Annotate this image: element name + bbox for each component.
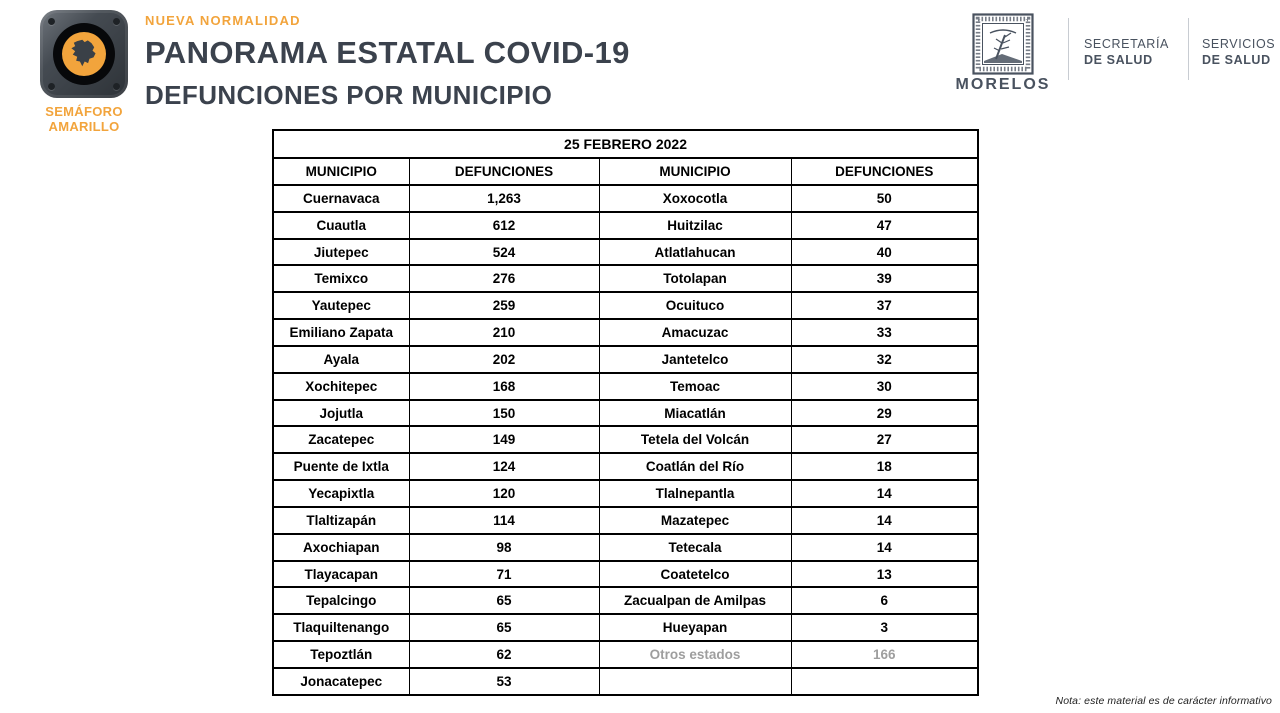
- municipio-cell: Otros estados: [599, 641, 791, 668]
- col-header-municipio-right: MUNICIPIO: [599, 158, 791, 185]
- municipio-cell: Amacuzac: [599, 319, 791, 346]
- screw-icon: [48, 18, 55, 25]
- municipio-cell: Axochiapan: [273, 534, 409, 561]
- page-subtitle: DEFUNCIONES POR MUNICIPIO: [145, 80, 553, 110]
- municipio-cell: Hueyapan: [599, 614, 791, 641]
- servicios-line2: DE SALUD: [1202, 53, 1271, 67]
- municipio-cell: Ocuituco: [599, 292, 791, 319]
- amber-light: [62, 32, 106, 76]
- municipio-cell: [599, 668, 791, 695]
- defunciones-cell: 30: [791, 373, 978, 400]
- divider: [1188, 18, 1189, 80]
- servicios-line1: SERVICIOS: [1202, 37, 1276, 51]
- defunciones-cell: 37: [791, 292, 978, 319]
- footer-note: Nota: este material es de carácter informativo: [1055, 695, 1272, 707]
- municipio-cell: Miacatlán: [599, 400, 791, 427]
- semaforo-caption-line2: AMARILLO: [48, 119, 120, 134]
- semaforo-badge: [38, 10, 130, 134]
- screw-icon: [48, 83, 55, 90]
- semaforo-amarillo-icon: [40, 10, 128, 98]
- table-row: [273, 319, 978, 346]
- defunciones-cell: 124: [409, 453, 599, 480]
- municipio-cell: Tepalcingo: [273, 587, 409, 614]
- table-row: [273, 426, 978, 453]
- defunciones-cell: 29: [791, 400, 978, 427]
- defunciones-cell: 14: [791, 507, 978, 534]
- defunciones-cell: 40: [791, 239, 978, 266]
- semaforo-caption: [38, 104, 130, 134]
- defunciones-cell: [791, 668, 978, 695]
- municipio-cell: Atlatlahucan: [599, 239, 791, 266]
- screw-icon: [113, 83, 120, 90]
- defunciones-cell: 149: [409, 426, 599, 453]
- defunciones-cell: 166: [791, 641, 978, 668]
- municipio-cell: Puente de Ixtla: [273, 453, 409, 480]
- municipio-cell: Cuernavaca: [273, 185, 409, 212]
- municipio-cell: Yecapixtla: [273, 480, 409, 507]
- municipio-cell: Yautepec: [273, 292, 409, 319]
- municipio-cell: Totolapan: [599, 265, 791, 292]
- municipio-cell: Temixco: [273, 265, 409, 292]
- defunciones-cell: 6: [791, 587, 978, 614]
- deaths-table: [272, 129, 979, 696]
- morelos-silhouette-icon: [67, 37, 101, 71]
- municipio-cell: Jiutepec: [273, 239, 409, 266]
- defunciones-cell: 612: [409, 212, 599, 239]
- municipio-cell: Jantetelco: [599, 346, 791, 373]
- defunciones-cell: 13: [791, 561, 978, 588]
- municipio-cell: Jojutla: [273, 400, 409, 427]
- deaths-table-body: [273, 185, 978, 695]
- defunciones-cell: 168: [409, 373, 599, 400]
- municipio-cell: Tlayacapan: [273, 561, 409, 588]
- table-row: [273, 400, 978, 427]
- municipio-cell: Jonacatepec: [273, 668, 409, 695]
- defunciones-cell: 98: [409, 534, 599, 561]
- defunciones-cell: 120: [409, 480, 599, 507]
- logo-strip: [950, 0, 1280, 100]
- table-row: [273, 507, 978, 534]
- defunciones-cell: 18: [791, 453, 978, 480]
- defunciones-cell: 114: [409, 507, 599, 534]
- defunciones-cell: 71: [409, 561, 599, 588]
- defunciones-cell: 32: [791, 346, 978, 373]
- table-row: [273, 561, 978, 588]
- defunciones-cell: 259: [409, 292, 599, 319]
- municipio-cell: Coatlán del Río: [599, 453, 791, 480]
- municipio-cell: Tlalnepantla: [599, 480, 791, 507]
- servicios-de-salud-logo: [1202, 36, 1275, 68]
- secretaria-line2: DE SALUD: [1084, 53, 1153, 67]
- municipio-cell: Cuautla: [273, 212, 409, 239]
- deaths-table-wrap: [272, 129, 979, 696]
- table-row: [273, 346, 978, 373]
- defunciones-cell: 150: [409, 400, 599, 427]
- defunciones-cell: 3: [791, 614, 978, 641]
- municipio-cell: Zacatepec: [273, 426, 409, 453]
- column-header-row: [273, 158, 978, 185]
- eyebrow-label: NUEVA NORMALIDAD: [145, 13, 301, 28]
- table-row: [273, 587, 978, 614]
- defunciones-cell: 1,263: [409, 185, 599, 212]
- municipio-cell: Temoac: [599, 373, 791, 400]
- defunciones-cell: 524: [409, 239, 599, 266]
- table-row: [273, 292, 978, 319]
- municipio-cell: Tetela del Volcán: [599, 426, 791, 453]
- col-header-defunciones-right: DEFUNCIONES: [791, 158, 978, 185]
- table-row: [273, 668, 978, 695]
- table-date: 25 FEBRERO 2022: [273, 130, 978, 158]
- municipio-cell: Tetecala: [599, 534, 791, 561]
- col-header-municipio-left: MUNICIPIO: [273, 158, 409, 185]
- semaforo-caption-line1: SEMÁFORO: [45, 104, 123, 119]
- defunciones-cell: 33: [791, 319, 978, 346]
- defunciones-cell: 65: [409, 587, 599, 614]
- defunciones-cell: 202: [409, 346, 599, 373]
- municipio-cell: Xoxocotla: [599, 185, 791, 212]
- defunciones-cell: 65: [409, 614, 599, 641]
- municipio-cell: Xochitepec: [273, 373, 409, 400]
- municipio-cell: Zacualpan de Amilpas: [599, 587, 791, 614]
- defunciones-cell: 62: [409, 641, 599, 668]
- table-row: [273, 480, 978, 507]
- table-row: [273, 185, 978, 212]
- municipio-cell: Ayala: [273, 346, 409, 373]
- secretaria-line1: SECRETARÍA: [1084, 37, 1169, 51]
- municipio-cell: Tlaltizapán: [273, 507, 409, 534]
- table-row: [273, 239, 978, 266]
- divider: [1068, 18, 1069, 80]
- defunciones-cell: 47: [791, 212, 978, 239]
- table-row: [273, 614, 978, 641]
- municipio-cell: Mazatepec: [599, 507, 791, 534]
- municipio-cell: Coatetelco: [599, 561, 791, 588]
- table-row: [273, 641, 978, 668]
- table-row: [273, 534, 978, 561]
- defunciones-cell: 53: [409, 668, 599, 695]
- col-header-defunciones-left: DEFUNCIONES: [409, 158, 599, 185]
- morelos-label: MORELOS: [955, 76, 1051, 93]
- table-row: [273, 453, 978, 480]
- municipio-cell: Tepoztlán: [273, 641, 409, 668]
- screw-icon: [113, 18, 120, 25]
- table-row: [273, 373, 978, 400]
- defunciones-cell: 14: [791, 480, 978, 507]
- secretaria-de-salud-logo: [1084, 36, 1169, 68]
- municipio-cell: Huitzilac: [599, 212, 791, 239]
- municipio-cell: Emiliano Zapata: [273, 319, 409, 346]
- defunciones-cell: 14: [791, 534, 978, 561]
- date-row: [273, 130, 978, 158]
- table-row: [273, 265, 978, 292]
- municipio-cell: Tlaquiltenango: [273, 614, 409, 641]
- defunciones-cell: 50: [791, 185, 978, 212]
- page-title: PANORAMA ESTATAL COVID-19: [145, 35, 630, 70]
- defunciones-cell: 27: [791, 426, 978, 453]
- defunciones-cell: 210: [409, 319, 599, 346]
- table-row: [273, 212, 978, 239]
- defunciones-cell: 276: [409, 265, 599, 292]
- morelos-seal-icon: [972, 13, 1034, 75]
- defunciones-cell: 39: [791, 265, 978, 292]
- headline-block: [145, 13, 630, 111]
